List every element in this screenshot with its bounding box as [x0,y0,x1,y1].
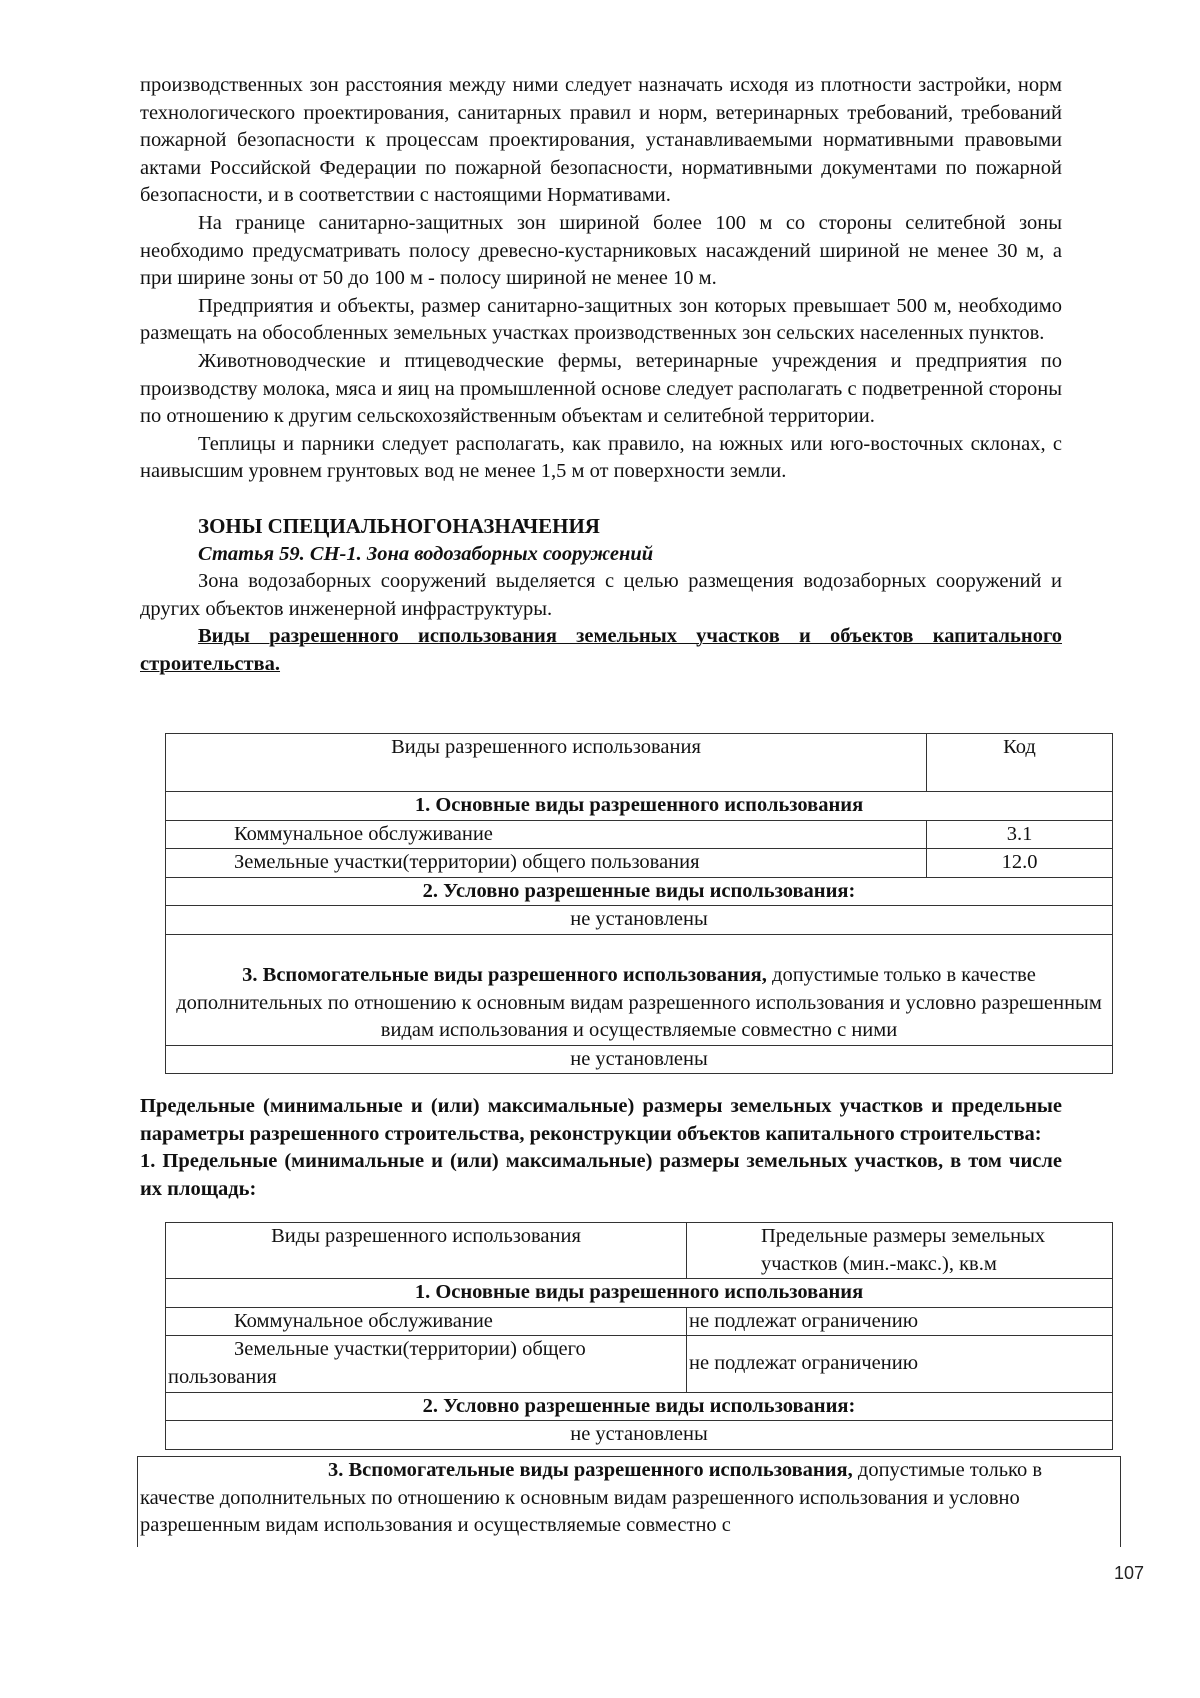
col-header-code: Код [927,734,1113,792]
use-name: Земельные участки(территории) общего пользования [166,849,927,878]
use-size: не подлежат ограничению [687,1307,1113,1336]
aux-uses-box [137,1456,1121,1547]
use-code: 12.0 [927,849,1113,878]
paragraph-enterprises: Предприятия и объекты, размер санитарно-защитных зон которых превышает 500 м, необходимо размещать на обособленных земельных участках производственных зон сельских населенных пунктов. [140,294,1062,345]
table-row [166,1307,1113,1336]
paragraph-sanitary-zones: На границе санитарно-защитных зон шириной более 100 м со стороны селитебной зоны необходимо предусматривать полосу древесно-кустарниковых насаждений шириной не менее 30 м, а при ширине зоны от 50 до 100 м - полосу шириной не менее 10 м. [140,211,1062,290]
use-size: не подлежат ограничению [687,1336,1113,1392]
page-number: 107 [1113,1563,1144,1583]
aux-uses-heading: 3. Вспомогательные виды разрешенного использования, допустимые только в качестве дополнительных по отношению к основным видам разрешенного использования и условно разрешенным видам использования и осуществляемые совместно с ними [166,934,1113,1045]
conditional-uses-value: не установлены [166,906,1113,935]
uses-heading: Виды разрешенного использования земельных участков и объектов капитального строительства. [140,625,1062,675]
zone-description: Зона водозаборных сооружений выделяется с целью размещения водозаборных сооружений и других объектов инженерной инфраструктуры. [140,570,1062,620]
section-title: ЗОНЫ СПЕЦИАЛЬНОГОНАЗНАЧЕНИЯ [198,513,600,538]
use-name: Земельные участки(территории) общего пользования [166,1336,687,1392]
table-row [166,849,1113,878]
paragraph-continuation: производственных зон расстояния между ними следует назначать исходя из плотности застройки, норм технологического проектирования, санитарных правил и норм, ветеринарных требований, требований пожарной безопасности к процессам проектирования, устанавливаемыми нормативными правовыми актами Российской Федерации по пожарной безопасности, нормативными документами по пожарной безопасности, и в соответствии с настоящими Нормативами. [140,74,1062,207]
conditional-uses-heading: 2. Условно разрешенные виды использования: [166,877,1113,906]
paragraph-farms: Животноводческие и птицеводческие фермы, ветеринарные учреждения и предприятия по производству молока, мяса и яиц на промышленной основе следует располагать с подветренной стороны по отношению к другим сельскохозяйственным объектам и селитебной территории. [140,349,1062,428]
limits-section [140,1093,1062,1203]
conditional-uses-value: не установлены [166,1421,1113,1450]
body-text [140,72,1062,678]
main-uses-heading: 1. Основные виды разрешенного использования [166,792,1113,821]
col-header-size: Предельные размеры земельных участков (мин.-макс.), кв.м [687,1223,1113,1279]
limits-subheading: 1. Предельные (минимальные и (или) максимальные) размеры земельных участков, в том числе их площадь: [140,1150,1062,1200]
aux-uses-value: не установлены [166,1045,1113,1074]
paragraph-greenhouses: Теплицы и парники следует располагать, как правило, на южных или юго-восточных склонах, с наивысшим уровнем грунтовых вод не менее 1,5 м от поверхности земли. [140,432,1062,483]
use-code: 3.1 [927,820,1113,849]
table-row [166,820,1113,849]
permitted-uses-table [165,733,1113,1074]
conditional-uses-heading: 2. Условно разрешенные виды использования: [166,1392,1113,1421]
table-row [166,1336,1113,1392]
col-header-type: Виды разрешенного использования [166,1223,687,1279]
aux-uses-text: 3. Вспомогательные виды разрешенного использования, допустимые только в качестве дополнительных по отношению к основным видам разрешенного использования и условно разрешенным видам использования и осуществляемые совместно с [140,1459,1043,1537]
main-uses-heading: 1. Основные виды разрешенного использования [166,1279,1113,1308]
use-name: Коммунальное обслуживание [166,1307,687,1336]
col-header-type: Виды разрешенного использования [166,734,927,792]
plot-size-table [165,1222,1113,1450]
article-title: Статья 59. СН-1. Зона водозаборных сооружений [198,542,654,565]
use-name: Коммунальное обслуживание [166,820,927,849]
limits-heading: Предельные (минимальные и (или) максимальные) размеры земельных участков и предельные параметры разрешенного строительства, реконструкции объектов капитального строительства: [140,1095,1062,1145]
